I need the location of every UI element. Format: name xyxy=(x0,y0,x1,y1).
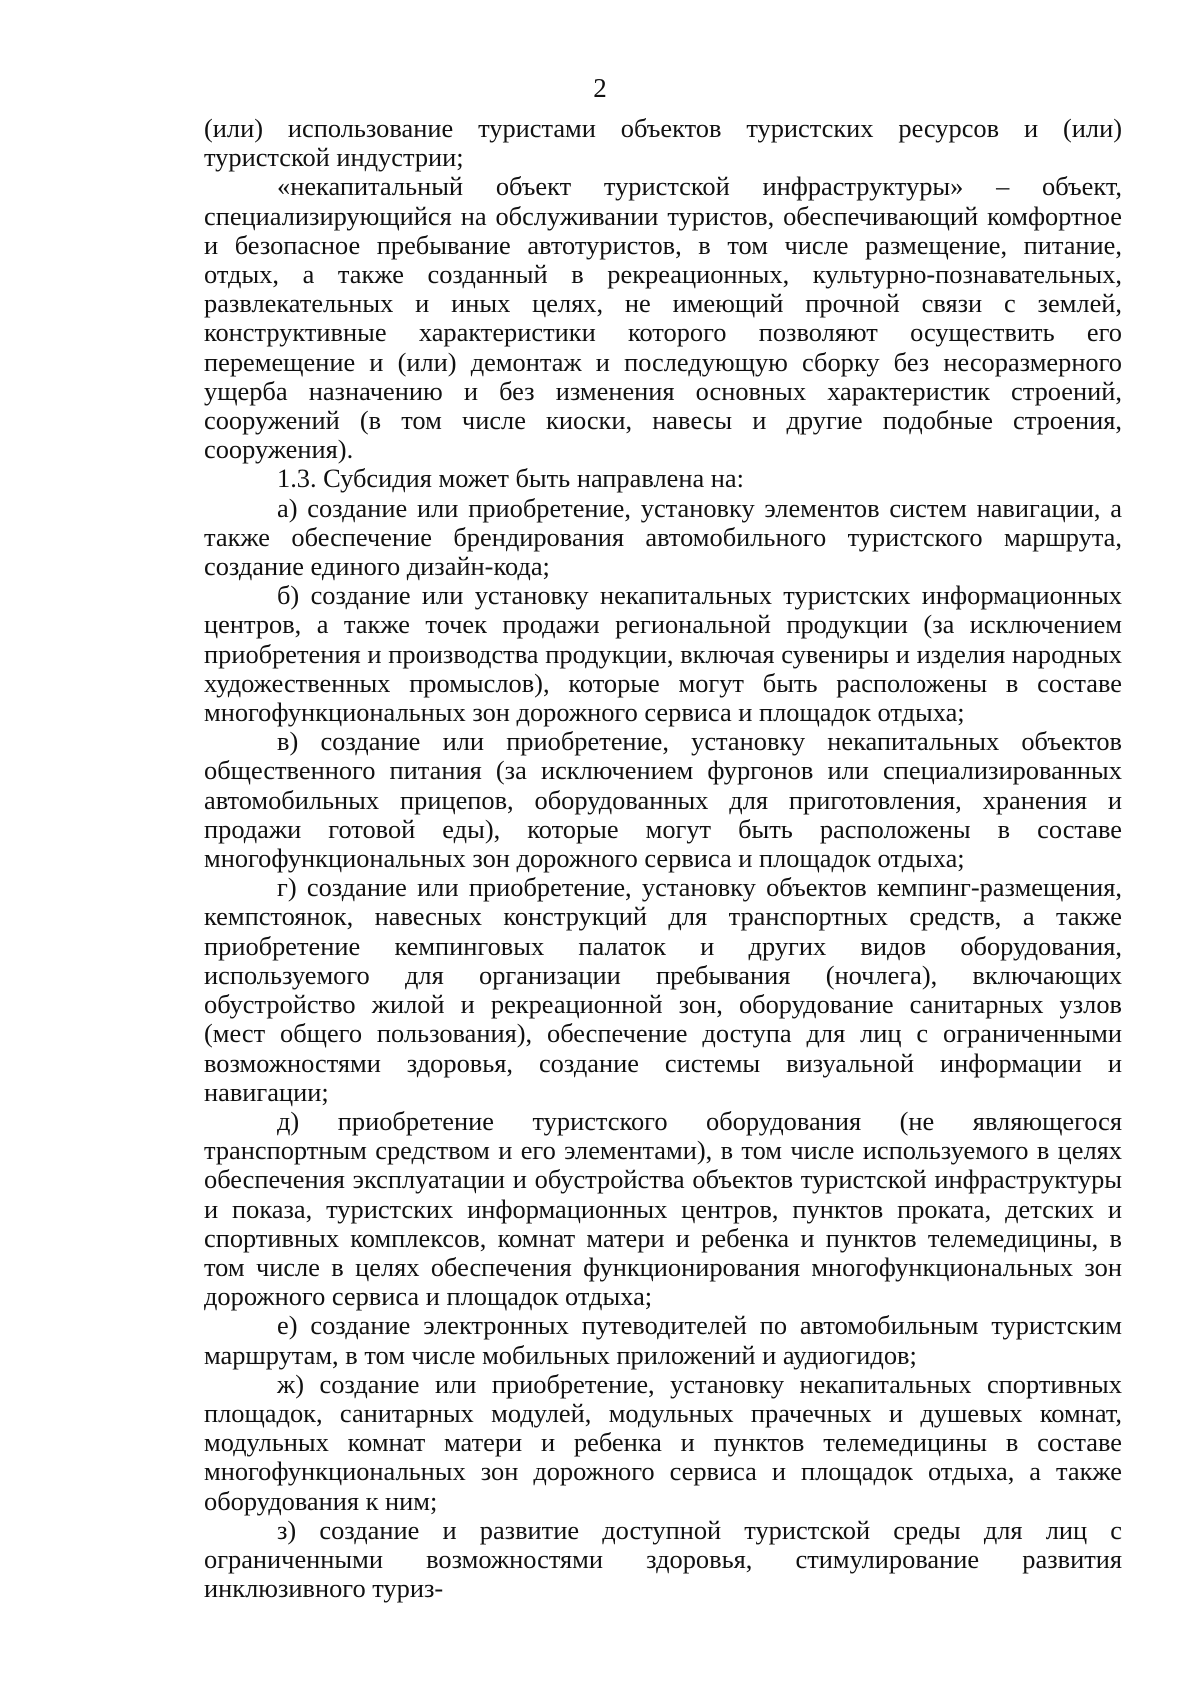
paragraph-definition: «некапитальный объект туристской инфраструктуры» – объект, специализирующийся на обслуживании туристов, обеспечивающий комфортное и безопасное пребывание автотуристов, в том числе размещение, питание, отдых, а также созданный в рекреационных, культурно-познавательных, развлекательных и иных целях, не имеющий прочной связи с землей, конструктивные характеристики которого позволяют осуществить его перемещение и (или) демонтаж и последующую сборку без несоразмерного ущерба назначению и без изменения основных характеристик строений, сооружений (в том числе киоски, навесы и другие подобные строения, сооружения). xyxy=(204,171,1122,465)
list-item-zh: ж) создание или приобретение, установку некапитальных спортивных площадок, санитарных модулей, модульных прачечных и душевых комнат, модульных комнат матери и ребенка и пунктов телемедицины в составе многофункциональных зон дорожного сервиса и площадок отдыха, а также оборудования к ним; xyxy=(204,1368,1122,1516)
list-item-g: г) создание или приобретение, установку объектов кемпинг-размещения, кемпстоянок, навесных конструкций для транспортных средств, а также приобретение кемпинговых палаток и других видов оборудования, используемого для организации пребывания (ночлега), включающих обустройство жилой и рекреационной зон, оборудование санитарных узлов (мест общего пользования), обеспечение доступа для лиц с ограниченными возможностями здоровья, создание системы визуальной информации и навигации; xyxy=(204,872,1122,1107)
list-item-a: а) создание или приобретение, установку элементов систем навигации, а также обеспечение брендирования автомобильного туристского маршрута, создание единого дизайн-кода; xyxy=(204,492,1122,582)
list-item-d: д) приобретение туристского оборудования (не являющегося транспортным средством и его элементами), в том числе используемого в целях обеспечения эксплуатации и обустройства объектов туристской инфраструктуры и показа, туристских информационных центров, пунктов проката, детских и спортивных комплексов, комнат матери и ребенка и пунктов телемедицины, в том числе в целях обеспечения функционирования многофункциональных зон дорожного сервиса и площадок отдыха; xyxy=(204,1105,1122,1312)
section-heading: 1.3. Субсидия может быть направлена на: xyxy=(277,463,744,494)
paragraph-continuation: (или) использование туристами объектов туристских ресурсов и (или) туристской индустрии; xyxy=(204,113,1122,173)
list-item-e: е) создание электронных путеводителей по автомобильным туристским маршрутам, в том числе мобильных приложений и аудиогидов; xyxy=(204,1310,1122,1370)
list-item-b: б) создание или установку некапитальных туристских информационных центров, а также точек продажи региональной продукции (за исключением приобретения и производства продукции, включая сувениры и изделия народных художественных промыслов), которые могут быть расположены в составе многофункциональных зон дорожного сервиса и площадок отдыха; xyxy=(204,580,1122,728)
page-number: 2 xyxy=(593,73,607,103)
list-item-v: в) создание или приобретение, установку некапитальных объектов общественного питания (за исключением фургонов или специализированных автомобильных прицепов, оборудованных для приготовления, хранения и продажи готовой еды), которые могут быть расположены в составе многофункциональных зон дорожного сервиса и площадок отдыха; xyxy=(204,726,1122,874)
document-body xyxy=(204,114,1122,1603)
list-item-z: з) создание и развитие доступной туристской среды для лиц с ограниченными возможностями здоровья, стимулирование развития инклюзивного туриз- xyxy=(204,1514,1122,1604)
